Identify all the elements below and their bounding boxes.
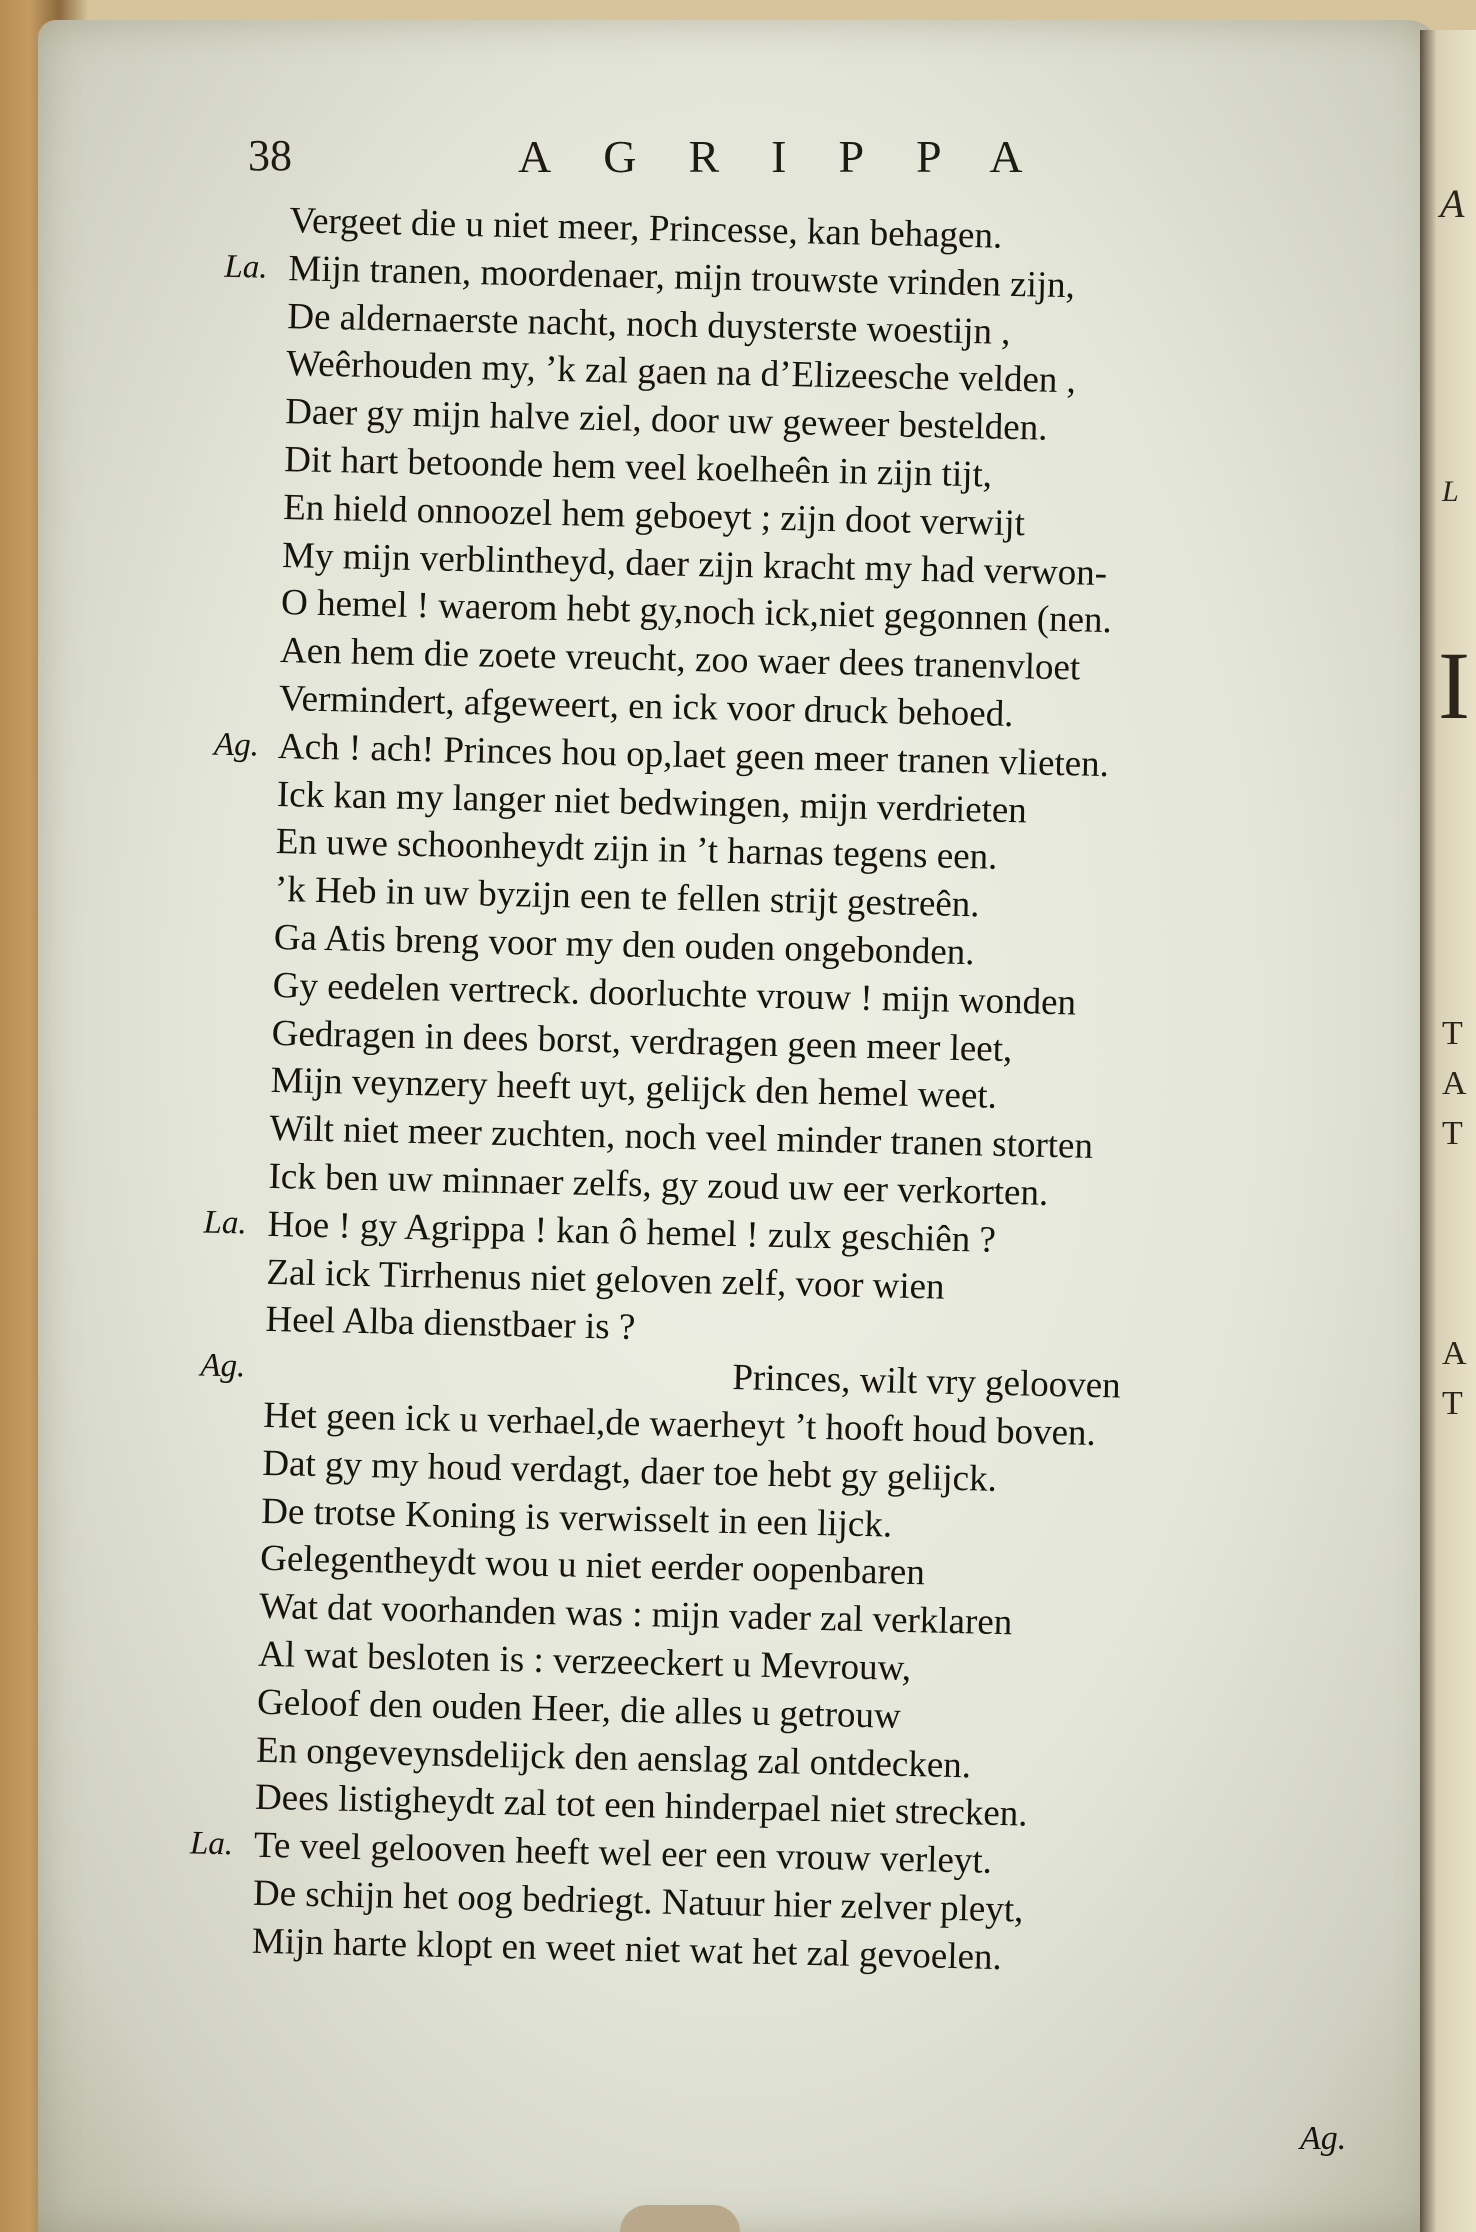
page-header xyxy=(248,130,1208,200)
facing-page-letter: T xyxy=(1442,1015,1463,1052)
verse-text: Mijn tranen, moordenaer, mijn trouwste vrinden zijn, xyxy=(287,247,1076,307)
verse-text: Dees listigheydt zal tot een hinderpael niet strecken. xyxy=(254,1777,1028,1835)
verse-text: Ick kan my langer niet bedwingen, mijn verdrieten xyxy=(276,773,1028,831)
verse-text: Princes, wilt vry gelooven xyxy=(731,1357,1122,1407)
verse-text: Geloof den ouden Heer, die alles u getrouw xyxy=(256,1681,902,1737)
verse-text: Gedragen in dees borst, verdragen geen meer leet, xyxy=(271,1012,1013,1070)
verse-text: Ach ! ach! Princes hou op,laet geen meer tranen vlieten. xyxy=(277,725,1110,785)
facing-page-letter: A xyxy=(1440,181,1465,226)
verse-text: Daer gy mijn halve ziel, door uw geweer bestelden. xyxy=(284,391,1048,449)
speaker-label: Ag. xyxy=(200,1347,246,1385)
verse-text: En ongeveynsdelijck den aenslag zal ontdecken. xyxy=(255,1729,972,1786)
verse-text: Vermindert, afgeweert, en ick voor druck behoed. xyxy=(278,677,1014,736)
facing-page-letter: L xyxy=(1442,475,1459,508)
catchword: Ag. xyxy=(1300,2120,1347,2157)
verse-text: Heel Alba dienstbaer is ? xyxy=(265,1299,636,1349)
facing-page-letter: A xyxy=(1442,1335,1467,1372)
verse-text: Weêrhouden my, ’k zal gaen na d’Elizeesche velden , xyxy=(285,343,1077,402)
verse-text: Het geen ick u verhael,de waerheyt ’t hooft houd boven. xyxy=(262,1394,1097,1454)
verse-text: En hield onnoozel hem geboeyt ; zijn doot verwijt xyxy=(282,486,1026,545)
speaker-label: La. xyxy=(224,248,268,286)
verse-text: De schijn het oog bedriegt. Natuur hier zelver pleyt, xyxy=(252,1872,1024,1931)
verse-text: Vergeet die u niet meer, Princesse, kan behagen. xyxy=(289,200,1003,257)
speaker-label: La. xyxy=(189,1825,234,1863)
verse-text: Dit hart betoonde hem veel koelheên in zijn tijt, xyxy=(283,439,993,496)
running-title: AGRIPPA xyxy=(518,131,1075,182)
verse-text: En uwe schoonheydt zijn in ’t harnas tegens een. xyxy=(275,821,998,879)
verse-text: Hoe ! gy Agrippa ! kan ô hemel ! zulx geschiên ? xyxy=(267,1203,997,1261)
facing-page-letter: T xyxy=(1442,1385,1463,1422)
facing-page-edge xyxy=(1420,30,1476,2232)
verse-text: De aldernaerste nacht, noch duysterste woestijn , xyxy=(286,295,1011,353)
verse-text: Aen hem die zoete vreucht, zoo waer dees tranenvloet xyxy=(279,630,1081,689)
verse-text: Zal ick Tirrhenus niet geloven zelf, voor wien xyxy=(266,1251,946,1308)
speaker-label: La. xyxy=(203,1204,248,1242)
verse-text: Al wat besloten is : verzeeckert u Mevrouw, xyxy=(257,1633,912,1689)
verse-text: De trotse Koning is verwisselt in een lijck. xyxy=(260,1490,893,1546)
bookmark-tab xyxy=(620,2205,740,2232)
verse-text: O hemel ! waerom hebt gy,noch ick,niet gegonnen (nen. xyxy=(280,582,1113,642)
verse-text: Te veel gelooven heeft wel eer een vrouw verleyt. xyxy=(253,1824,993,1882)
facing-page-letter: T xyxy=(1442,1115,1463,1152)
verse-text: Wilt niet meer zuchten, noch veel minder tranen storten xyxy=(269,1108,1094,1168)
verse-text: Ga Atis breng voor my den ouden ongebonden. xyxy=(273,916,975,974)
verse-text: My mijn verblintheyd, daer zijn kracht my had verwon- xyxy=(281,534,1108,594)
verse-text: Mijn veynzery heeft uyt, gelijck den hemel weet. xyxy=(270,1060,998,1118)
verse-text: ’k Heb in uw byzijn een te fellen strijt gestreên. xyxy=(274,869,980,926)
facing-page-letter: A xyxy=(1442,1065,1467,1102)
verse-text: Mijn harte klopt en weet niet wat het zal gevoelen. xyxy=(251,1920,1003,1978)
verse-text: Dat gy my houd verdagt, daer toe hebt gy gelijck. xyxy=(261,1442,998,1500)
page-number: 38 xyxy=(248,131,292,180)
verse-text-block xyxy=(189,196,1397,1989)
facing-page-letter: I xyxy=(1438,632,1470,739)
verse-text: Gy eedelen vertreck. doorluchte vrouw ! mijn wonden xyxy=(272,964,1077,1024)
verse-text: Ick ben uw minnaer zelfs, gy zoud uw eer verkorten. xyxy=(268,1155,1049,1214)
speaker-label: Ag. xyxy=(213,726,260,764)
verse-text: Wat dat voorhanden was : mijn vader zal verklaren xyxy=(258,1585,1013,1644)
verse-text: Gelegentheydt wou u niet eerder oopenbaren xyxy=(259,1538,926,1594)
